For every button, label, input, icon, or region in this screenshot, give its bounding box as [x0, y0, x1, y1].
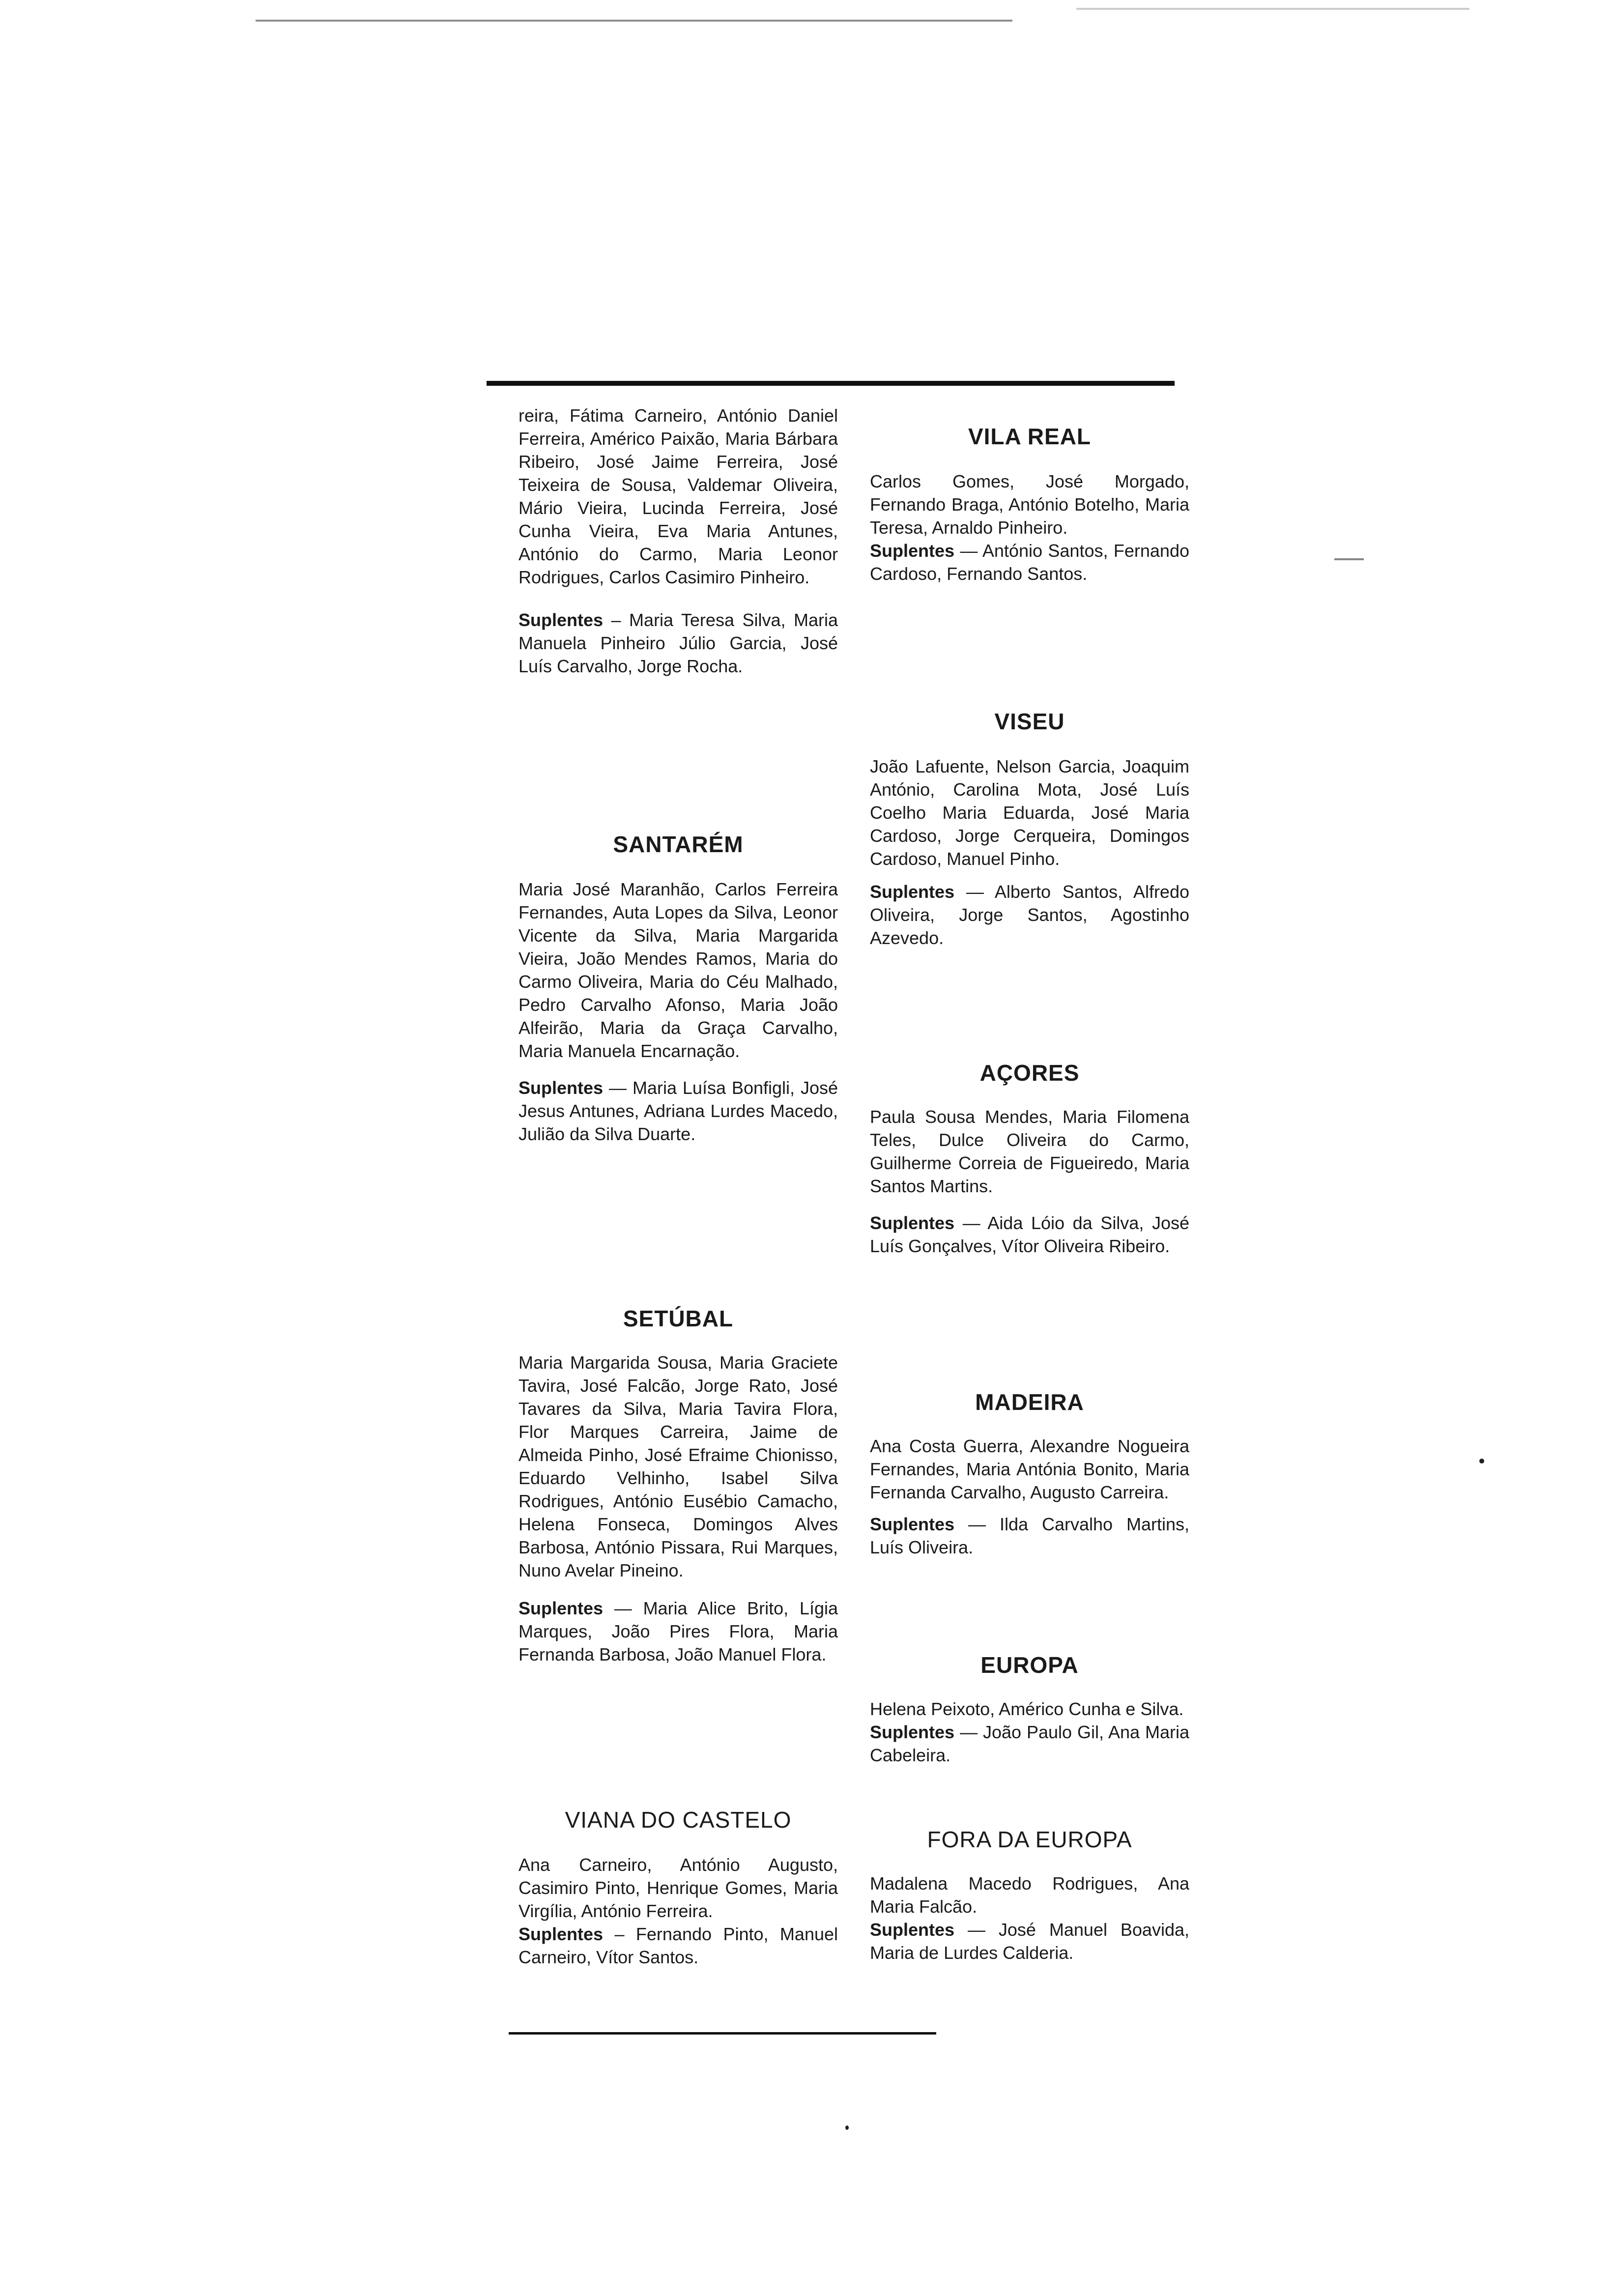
viana-members: Ana Carneiro, António Augusto, Casimiro Pinto, Henrique Gomes, Maria Virgília, António Ferreira.	[518, 1855, 838, 1921]
section-title-fora-da-europa: FORA DA EUROPA	[927, 1827, 1132, 1852]
europa-members: Helena Peixoto, Américo Cunha e Silva.	[870, 1699, 1184, 1719]
suplentes-text: — Ilda Carvalho Martins, Luís Oliveira.	[870, 1514, 1189, 1557]
fora-suplentes	[870, 1918, 1189, 1964]
suplentes-text: — Maria Luísa Bonfigli, José Jesus Antunes, Adriana Lurdes Macedo, Julião da Silva Duarte.	[518, 1078, 838, 1144]
suplentes-label: Suplentes	[870, 1920, 955, 1940]
suplentes-text: — José Manuel Boavida, Maria de Lurdes Calderia.	[870, 1920, 1189, 1963]
setubal-suplentes	[518, 1597, 838, 1666]
suplentes-text: — João Paulo Gil, Ana Maria Cabeleira.	[870, 1722, 1189, 1765]
scan-artifact-margin	[1334, 558, 1364, 560]
madeira-section	[870, 1388, 1189, 1559]
vila-real-suplentes	[870, 539, 1189, 585]
acores-members: Paula Sousa Mendes, Maria Filomena Teles, Dulce Oliveira do Carmo, Guilherme Correia de Figueiredo, Maria Santos Martins.	[870, 1107, 1189, 1196]
suplentes-label: Suplentes	[870, 1722, 955, 1742]
madeira-members: Ana Costa Guerra, Alexandre Nogueira Fernandes, Maria Antónia Bonito, Maria Fernanda Carvalho, Augusto Carreira.	[870, 1436, 1189, 1502]
section-title-setubal: SETÚBAL	[623, 1306, 734, 1331]
suplentes-label: Suplentes	[518, 1598, 604, 1618]
top-rule	[487, 381, 1175, 386]
speck	[1479, 1459, 1484, 1464]
suplentes-label: Suplentes	[870, 1213, 955, 1233]
setubal-section	[518, 1305, 838, 1666]
vila-real-members: Carlos Gomes, José Morgado, Fernando Braga, António Botelho, Maria Teresa, Arnaldo Pinheiro.	[870, 471, 1189, 538]
suplentes-label: Suplentes	[518, 610, 604, 630]
suplentes-text: — Maria Alice Brito, Lígia Marques, João Pires Flora, Maria Fernanda Barbosa, João Manuel Flora.	[518, 1598, 838, 1665]
section-title-vila-real: VILA REAL	[968, 424, 1092, 449]
acores-suplentes	[870, 1211, 1189, 1258]
setubal-members: Maria Margarida Sousa, Maria Graciete Tavira, José Falcão, Jorge Rato, José Tavares da Silva, Maria Tavira Flora, Flor Marques Carreira, Jaime de Almeida Pinho, José Efraime Chionisso, Eduardo Velhinho, Isabel Silva Rodrigues, António Eusébio Camacho, Helena Fonseca, Domingos Alves Barbosa, António Pissara, Rui Marques, Nuno Avelar Pineino.	[518, 1352, 838, 1580]
suplentes-text: — Alberto Santos, Alfredo Oliveira, Jorge Santos, Agostinho Azevedo.	[870, 882, 1189, 948]
madeira-suplentes	[870, 1513, 1189, 1559]
fora-da-europa-section	[870, 1826, 1189, 1964]
suplentes-label: Suplentes	[518, 1924, 604, 1944]
section-title-acores: AÇORES	[979, 1060, 1080, 1086]
suplentes-label: Suplentes	[870, 882, 955, 902]
section-title-viana-do-castelo: VIANA DO CASTELO	[565, 1807, 792, 1833]
viseu-members: João Lafuente, Nelson Garcia, Joaquim António, Carolina Mota, José Luís Coelho Maria Eduarda, José Maria Cardoso, Jorge Cerqueira, Domingos Cardoso, Manuel Pinho.	[870, 756, 1189, 869]
suplentes-text: — Aida Lóio da Silva, José Luís Gonçalves, Vítor Oliveira Ribeiro.	[870, 1213, 1189, 1256]
viana-suplentes	[518, 1923, 838, 1969]
vila-real-section	[870, 423, 1189, 585]
scan-artifact-top	[256, 20, 1012, 22]
speck	[845, 2125, 849, 2130]
viseu-suplentes	[870, 880, 1189, 949]
acores-section	[870, 1059, 1189, 1258]
viana-section	[518, 1806, 838, 1969]
scan-artifact-top-right	[1076, 8, 1469, 10]
intro-members: reira, Fátima Carneiro, António Daniel Ferreira, Américo Paixão, Maria Bárbara Ribeiro, José Jaime Ferreira, José Teixeira de Sousa, Valdemar Oliveira, Mário Vieira, Lucinda Ferreira, José Cunha Vieira, Eva Maria Antunes, António do Carmo, Maria Leonor Rodrigues, Carlos Casimiro Pinheiro.	[518, 405, 838, 587]
suplentes-label: Suplentes	[870, 1514, 955, 1534]
section-title-santarem: SANTARÉM	[613, 832, 744, 857]
left-column	[518, 404, 838, 678]
section-title-viseu: VISEU	[994, 709, 1065, 734]
santarem-section	[518, 831, 838, 1146]
santarem-members: Maria José Maranhão, Carlos Ferreira Fernandes, Auta Lopes da Silva, Leonor Vicente da Silva, Maria Margarida Vieira, João Mendes Ramos, Maria do Carmo Oliveira, Maria do Céu Malhado, Pedro Carvalho Afonso, Maria João Alfeirão, Maria da Graça Carvalho, Maria Manuela Encarnação.	[518, 879, 838, 1061]
section-title-europa: EUROPA	[980, 1652, 1079, 1678]
suplentes-text: — António Santos, Fernando Cardoso, Fernando Santos.	[870, 541, 1189, 584]
europa-section	[870, 1651, 1189, 1767]
intro-suplentes	[518, 608, 838, 678]
section-title-madeira: MADEIRA	[975, 1389, 1084, 1415]
fora-members: Madalena Macedo Rodrigues, Ana Maria Falcão.	[870, 1873, 1189, 1917]
suplentes-label: Suplentes	[518, 1078, 604, 1098]
suplentes-text: – Fernando Pinto, Manuel Carneiro, Vítor Santos.	[518, 1924, 838, 1967]
viseu-section	[870, 708, 1189, 949]
suplentes-text: – Maria Teresa Silva, Maria Manuela Pinheiro Júlio Garcia, José Luís Carvalho, Jorge Rocha.	[518, 610, 838, 676]
bottom-rule	[509, 2032, 936, 2035]
santarem-suplentes	[518, 1076, 838, 1146]
suplentes-label: Suplentes	[870, 541, 955, 561]
europa-suplentes	[870, 1721, 1189, 1767]
